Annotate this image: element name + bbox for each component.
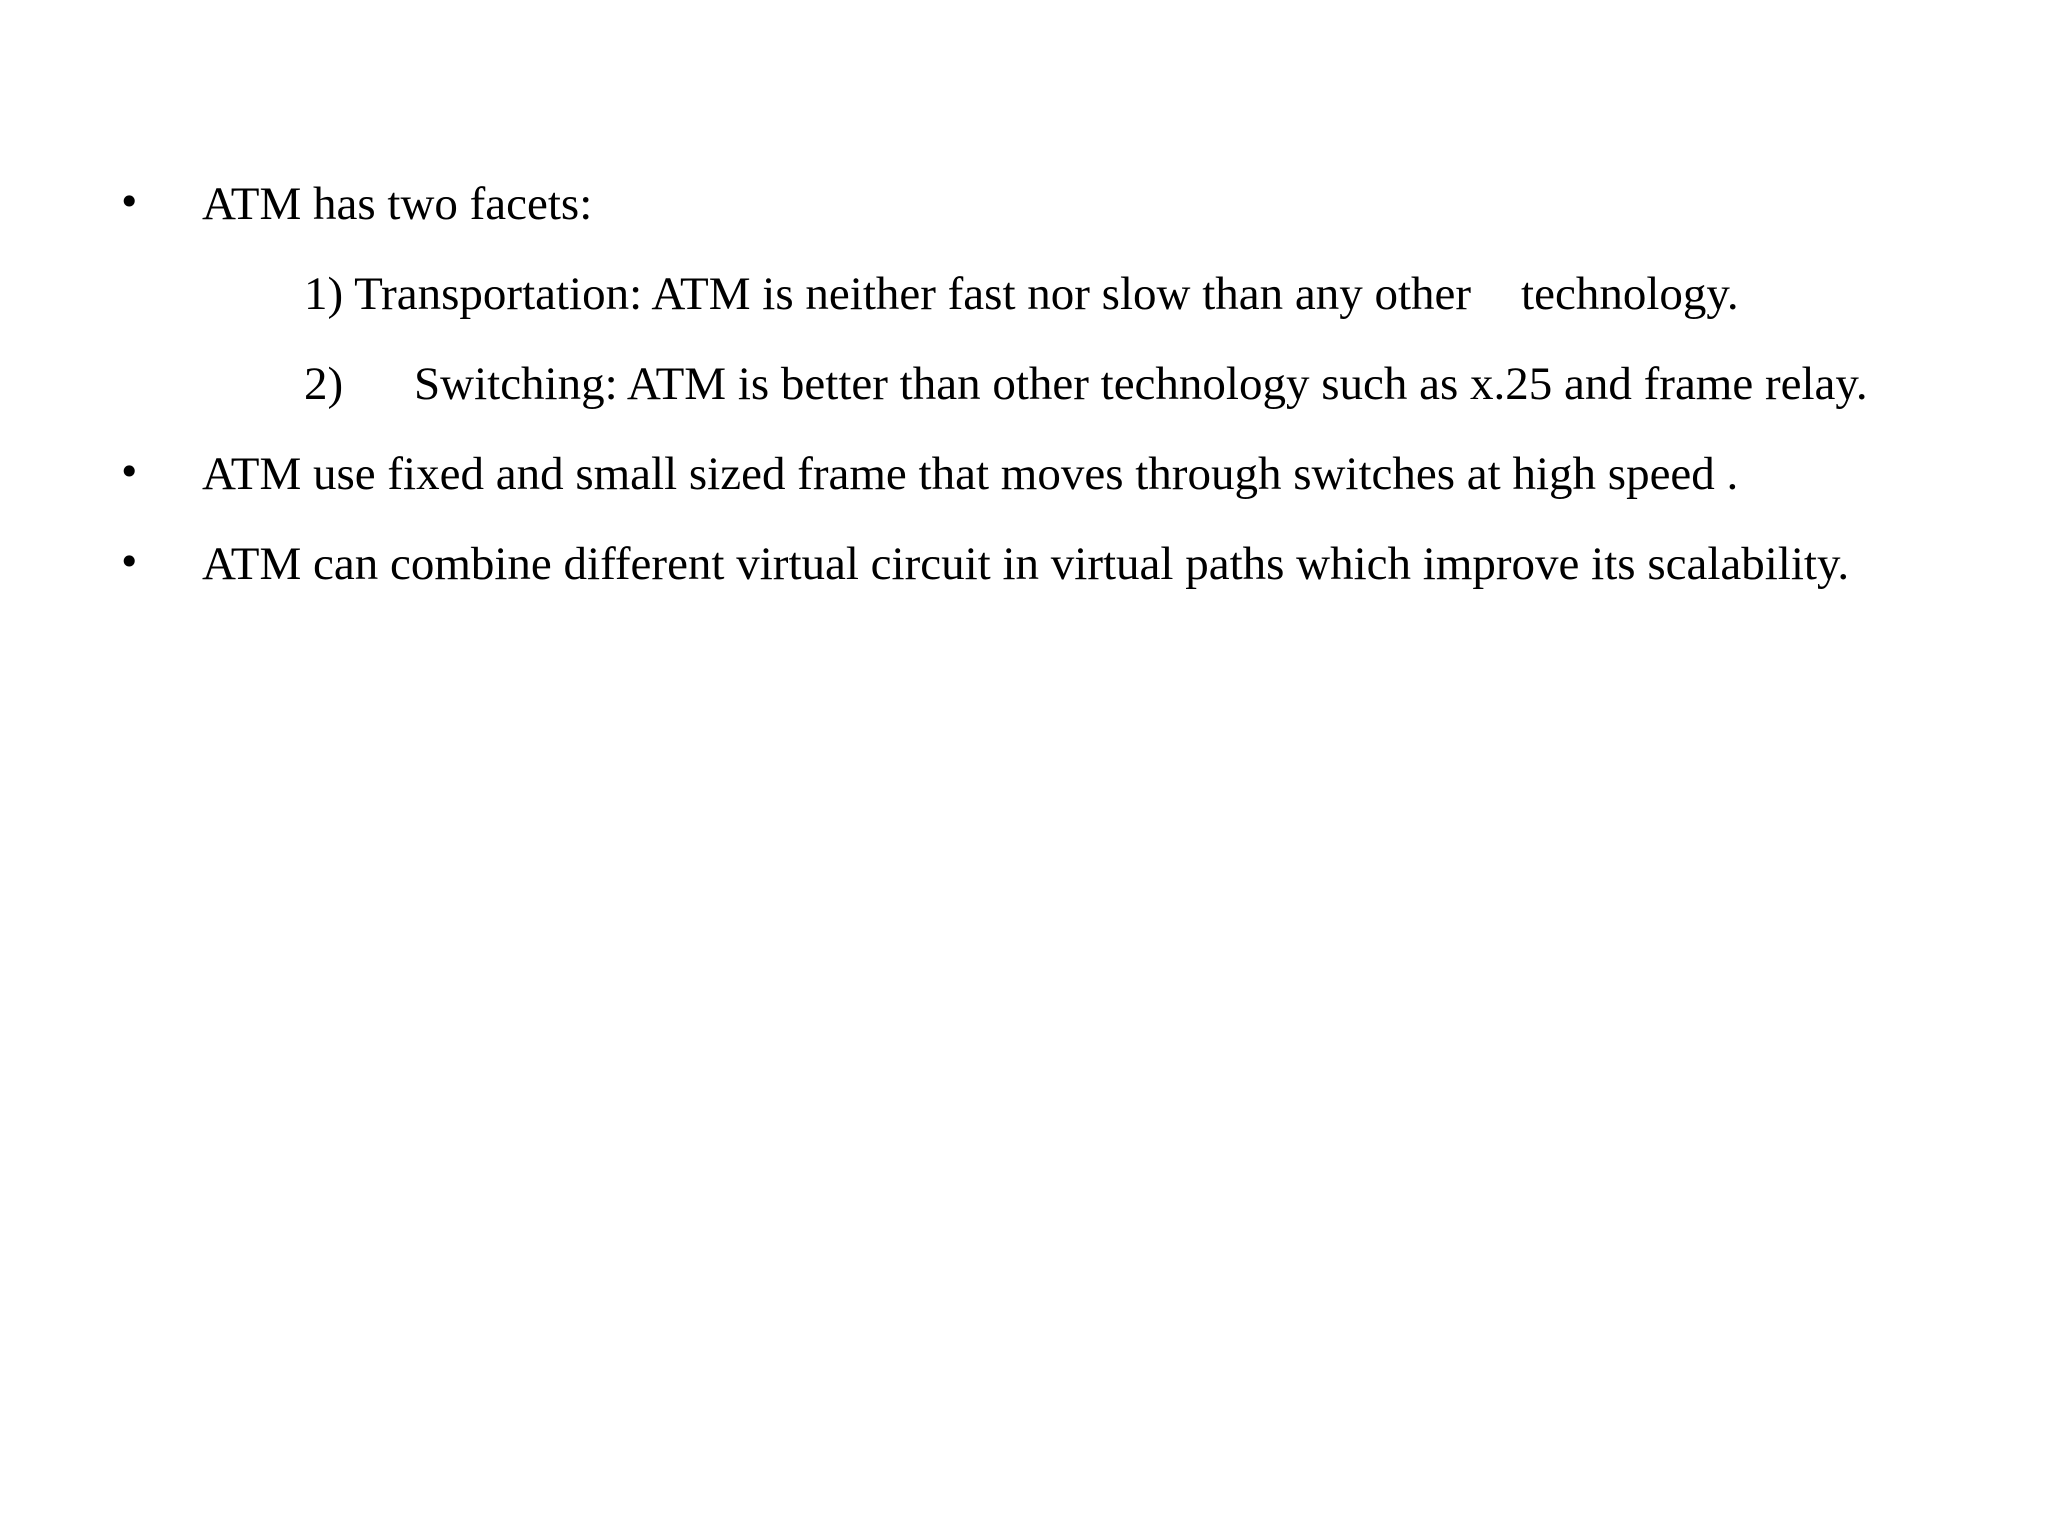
bullet-item-atm-facets [118,165,1936,243]
bullet-item-fixed-frame [118,435,1936,513]
sub-item-transportation [118,255,1936,333]
sub-item-text: Transportation: ATM is neither fast nor slow than any other [354,268,1472,320]
bullet-text: ATM can combine different virtual circuit in virtual paths which improve its scalability. [202,538,1850,590]
sub-item-switching [118,345,1936,423]
bullet-text: ATM use fixed and small sized frame that moves through switches at high speed . [202,448,1739,500]
bullet-icon: • [118,540,141,584]
sub-item-text-end: technology. [1521,268,1739,320]
bullet-item-virtual-paths [118,525,1936,603]
bullet-icon: • [118,180,141,224]
bullet-list [118,165,1936,615]
sub-item-number: 1) [304,268,344,320]
bullet-icon: • [118,450,141,494]
sub-item-text: Switching: ATM is better than other technology such as x.25 and frame relay. [414,358,1868,410]
sub-item-number: 2) [304,358,344,410]
bullet-text: ATM has two facets: [202,178,593,230]
